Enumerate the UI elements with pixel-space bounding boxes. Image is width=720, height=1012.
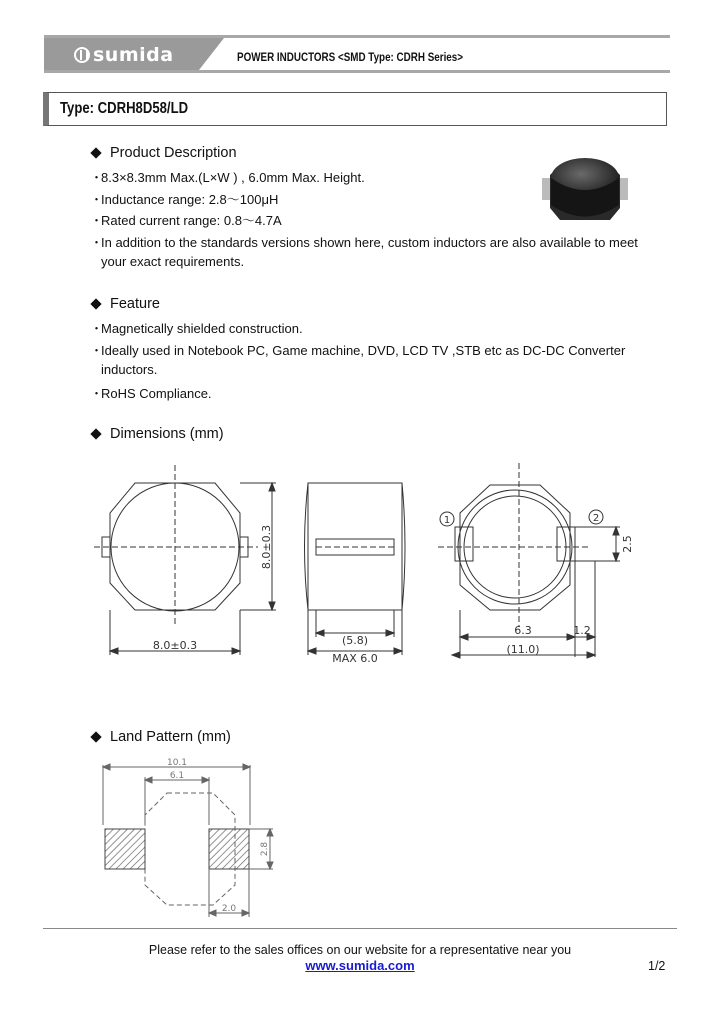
front-view xyxy=(94,465,276,655)
diamond-bullet-icon xyxy=(90,147,101,158)
back-overall-label: (11.0) xyxy=(506,643,540,656)
brand-name: sumida xyxy=(93,44,174,66)
land-pattern-drawing xyxy=(95,755,295,920)
land-overall-label: 10.1 xyxy=(166,758,188,768)
side-body-label: (5.8) xyxy=(341,634,369,647)
heading-feature: Feature xyxy=(90,296,160,312)
side-view xyxy=(305,483,406,655)
back-height-label: 2.5 xyxy=(621,535,634,553)
description-line: your exact requirements. xyxy=(101,254,245,269)
front-width-label: 8.0±0.3 xyxy=(152,639,198,652)
sumida-logo-icon xyxy=(74,47,90,63)
header-title: POWER INDUCTORS <SMD Type: CDRH Series> xyxy=(237,50,463,64)
dimensions-drawing xyxy=(90,455,650,670)
heading-dimensions: Dimensions (mm) xyxy=(90,426,224,442)
diamond-bullet-icon xyxy=(90,428,101,439)
feature-line: ・Magnetically shielded construction. xyxy=(90,321,303,336)
brand-logo xyxy=(74,44,174,66)
terminal-1-label: 1 xyxy=(443,515,451,526)
land-pad-width-label: 2.0 xyxy=(221,904,237,914)
front-height-label: 8.0±0.3 xyxy=(260,524,273,570)
land-pad-height-label: 2.8 xyxy=(260,841,270,857)
page-number: 1/2 xyxy=(648,959,666,973)
website-link[interactable]: www.sumida.com xyxy=(305,958,415,973)
footer-divider xyxy=(43,928,677,929)
side-max-label: MAX 6.0 xyxy=(332,652,378,665)
footer-note: Please refer to the sales offices on our website for a representative near you xyxy=(148,943,572,957)
feature-line: ・Ideally used in Notebook PC, Game machine, DVD, LCD TV ,STB etc as DC-DC Converter xyxy=(90,343,626,358)
heading-land-pattern: Land Pattern (mm) xyxy=(90,729,231,745)
feature-line: ・RoHS Compliance. xyxy=(90,386,212,401)
terminal-2-label: 2 xyxy=(592,513,600,524)
feature-line: inductors. xyxy=(101,362,158,377)
land-inner-label: 6.1 xyxy=(169,771,185,781)
heading-product-description: Product Description xyxy=(90,145,237,161)
back-terminal-label: 1.2 xyxy=(573,624,591,637)
description-line: ・8.3×8.3mm Max.(L×W ) , 6.0mm Max. Height. xyxy=(90,170,365,185)
description-line: ・Inductance range: 2.8～100μH xyxy=(90,192,279,207)
description-line: ・In addition to the standards versions shown here, custom inductors are also available to meet xyxy=(90,235,638,250)
type-label: Type: CDRH8D58/LD xyxy=(60,100,189,117)
description-line: ・Rated current range: 0.8～4.7A xyxy=(90,213,282,228)
diamond-bullet-icon xyxy=(90,731,101,742)
inductor-photo xyxy=(540,150,630,230)
diamond-bullet-icon xyxy=(90,298,101,309)
back-pitch-label: 6.3 xyxy=(514,624,532,637)
